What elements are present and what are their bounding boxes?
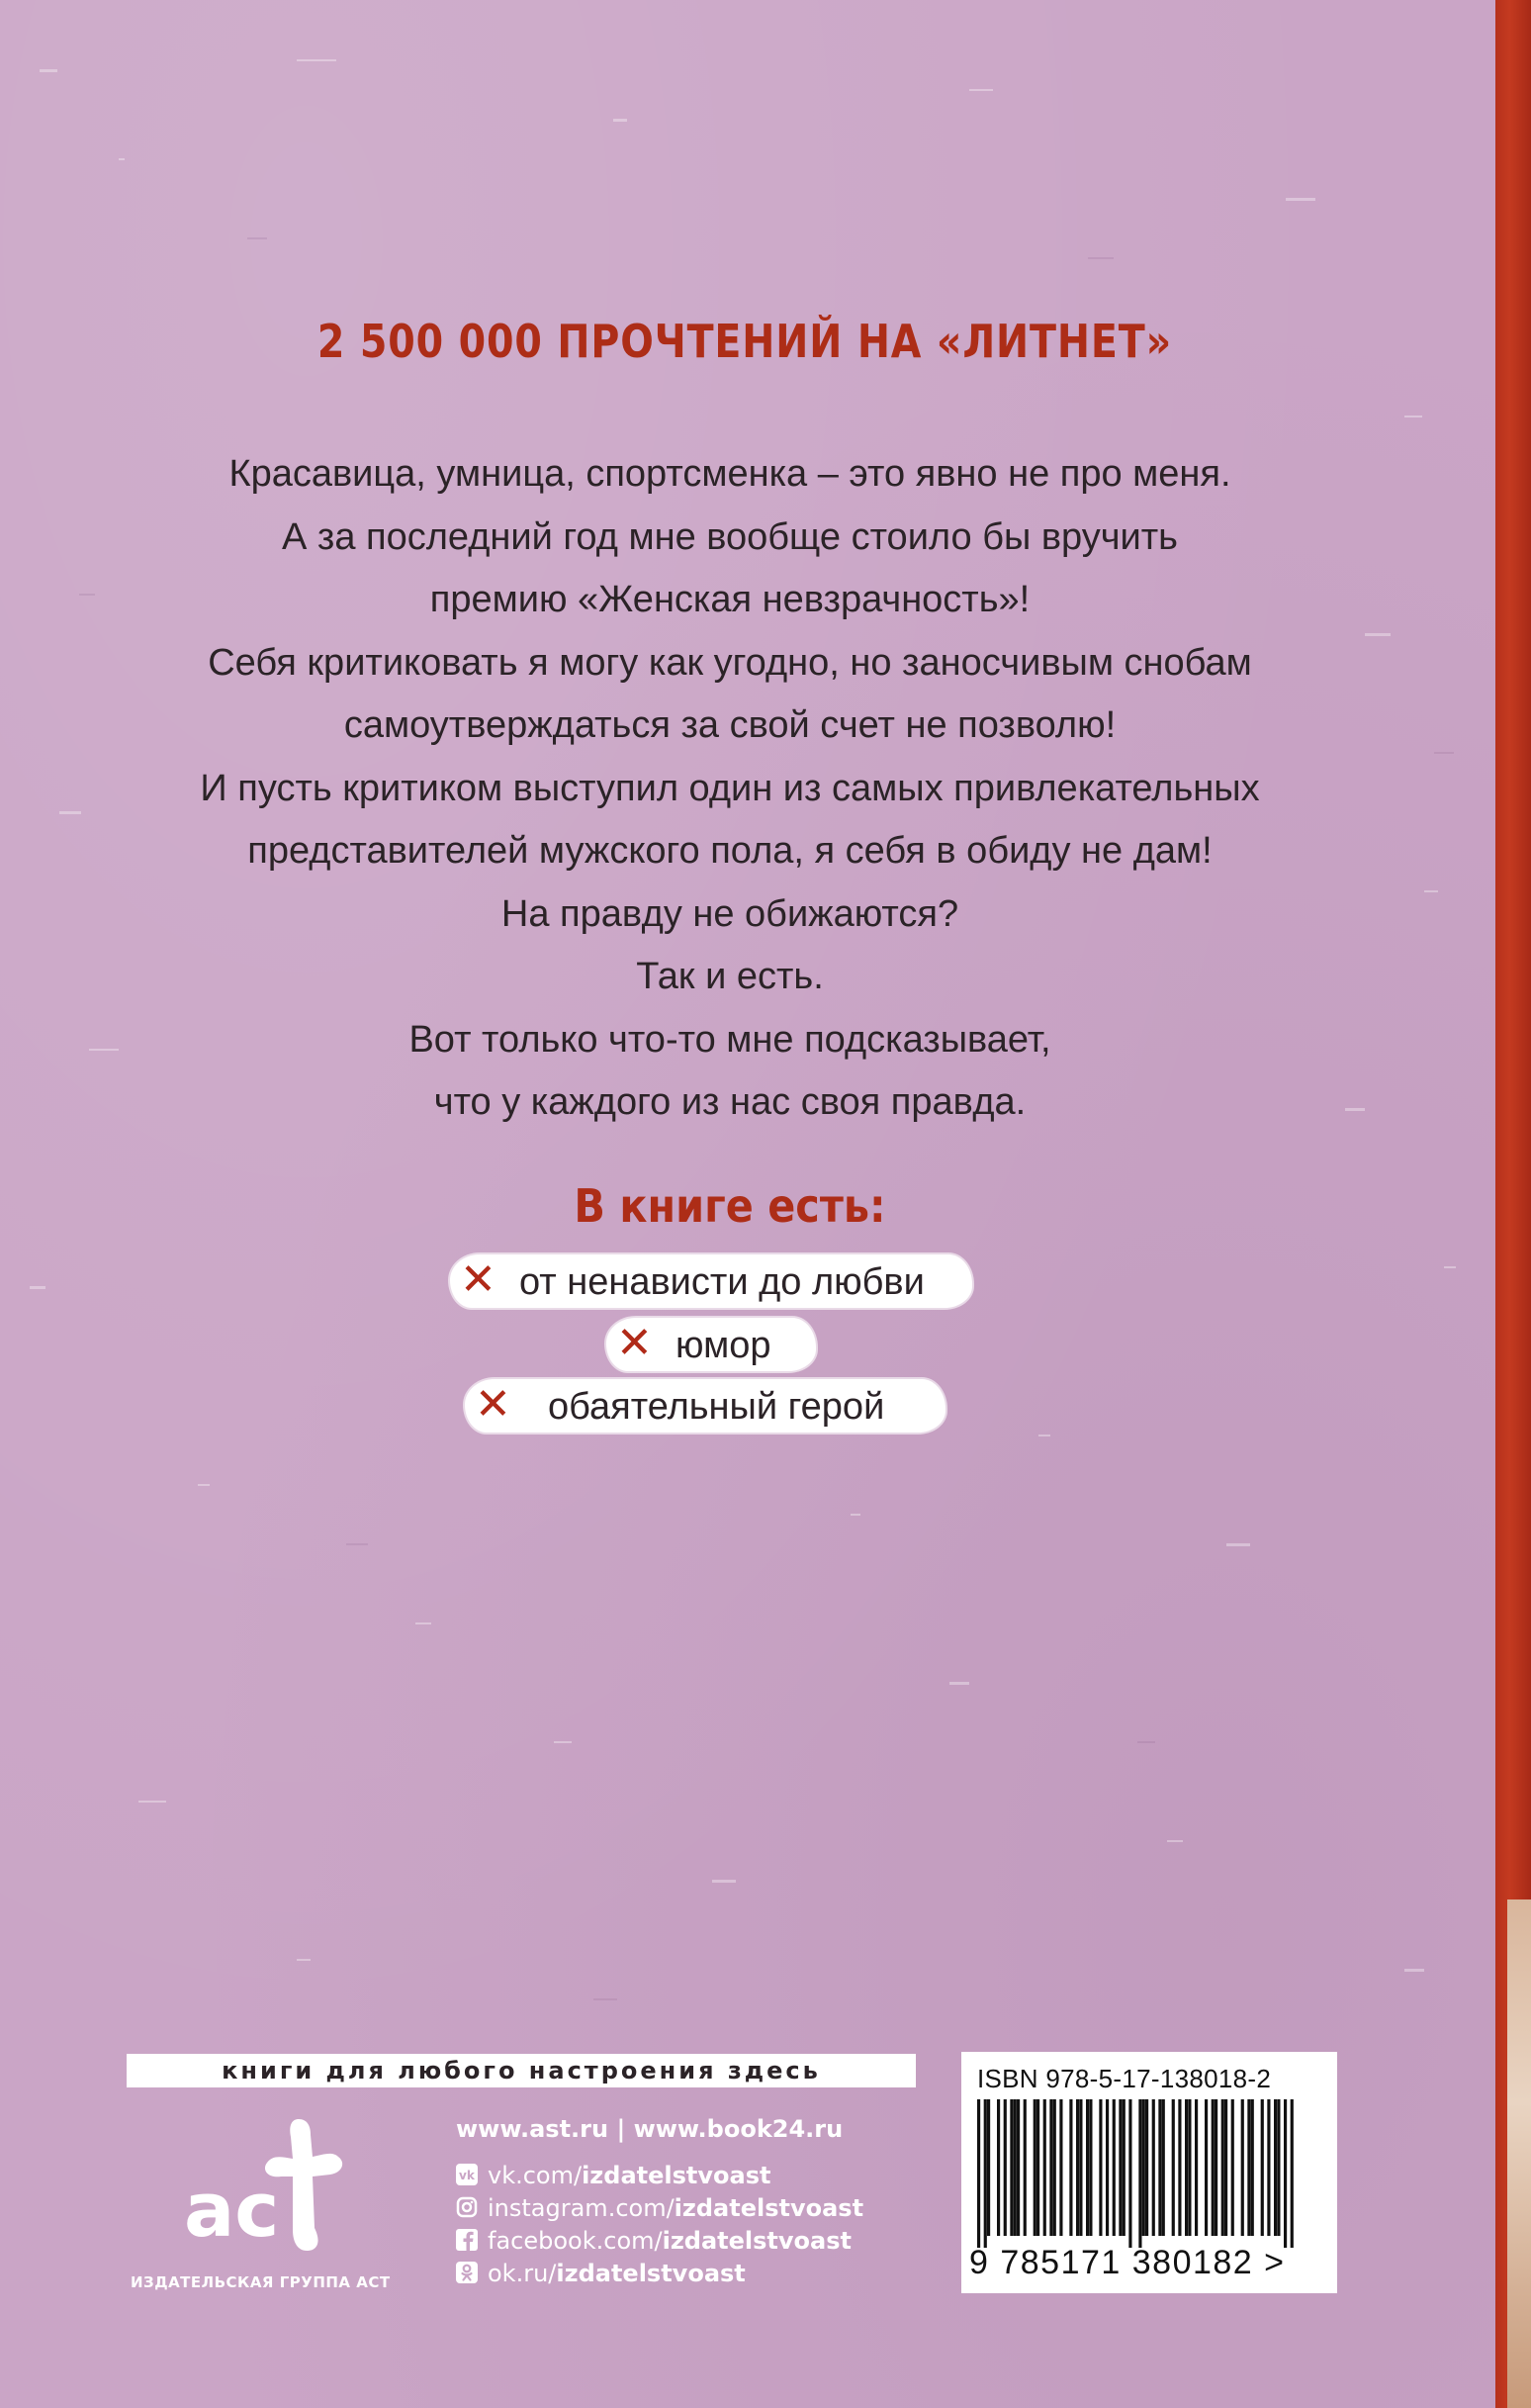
barcode-bar: [1079, 2099, 1082, 2236]
cross-mark-icon: ✕: [616, 1318, 653, 1368]
feature-label: обаятельный герой: [548, 1386, 885, 1428]
barcode-bar: [997, 2099, 1000, 2236]
barcode-bar: [1024, 2099, 1027, 2236]
ast-logo-icon: [182, 2111, 360, 2260]
barcode-bar: [1010, 2099, 1013, 2236]
social-prefix: facebook.com/: [488, 2227, 663, 2255]
barcode-bar: [1277, 2099, 1280, 2236]
barcode-bar: [1059, 2099, 1062, 2236]
barcode-bar: [1212, 2099, 1215, 2236]
barcode-bar: [987, 2099, 990, 2236]
features-title: В книге есть:: [574, 1179, 886, 1233]
barcode-bar: [1188, 2099, 1191, 2236]
social-handle: izdatelstvoast: [582, 2162, 771, 2189]
barcode-bar: [1274, 2099, 1277, 2236]
barcode-bar: [1205, 2099, 1208, 2236]
barcode-bar: [1224, 2099, 1227, 2236]
barcode-digits: 9 785171 380182 >: [969, 2244, 1286, 2281]
barcode-bar: [1158, 2099, 1161, 2236]
annotation-text: [0, 443, 1460, 1135]
social-prefix: ok.ru/: [488, 2260, 557, 2287]
barcode-bar: [1138, 2099, 1141, 2248]
feature-label: от ненависти до любви: [519, 1261, 925, 1303]
barcode-bar: [984, 2099, 987, 2248]
barcode-bar: [1086, 2099, 1089, 2236]
barcode-bar: [1123, 2099, 1126, 2236]
headline-reads-count: 2 500 000 ПРОЧТЕНИЙ НА «ЛИТНЕТ»: [316, 315, 1172, 368]
instagram-icon: [456, 2196, 478, 2218]
barcode-bar: [1241, 2099, 1244, 2236]
social-handle: izdatelstvoast: [674, 2194, 864, 2222]
svg-text:vk: vk: [459, 2169, 475, 2182]
barcode-bar: [1069, 2099, 1072, 2236]
barcode-bar: [1251, 2099, 1254, 2236]
barcode-bar: [1034, 2099, 1036, 2236]
barcode-bar: [1106, 2099, 1109, 2236]
publisher-caption: ИЗДАТЕЛЬСКАЯ ГРУППА АСТ: [131, 2273, 391, 2291]
social-link-odnoklassniki[interactable]: [456, 2259, 746, 2288]
barcode-bar: [1231, 2099, 1234, 2236]
barcode-bar: [1172, 2099, 1175, 2236]
feature-item: [450, 1254, 972, 1308]
social-handle: izdatelstvoast: [556, 2260, 746, 2287]
barcode-bar: [1014, 2099, 1017, 2236]
barcode-bar: [1076, 2099, 1079, 2236]
barcode-bar: [1119, 2099, 1122, 2236]
cross-mark-icon: ✕: [475, 1379, 511, 1430]
barcode-bar: [1036, 2099, 1039, 2236]
annotation-line: Так и есть.: [636, 956, 824, 997]
barcode-bar: [1145, 2099, 1148, 2236]
isbn-block: [961, 2052, 1337, 2293]
barcode-bar: [1291, 2099, 1294, 2248]
feature-item: [606, 1318, 816, 1371]
barcode-bar: [1113, 2099, 1116, 2236]
barcode-bar: [1261, 2099, 1264, 2236]
slogan-bar: [127, 2054, 916, 2087]
barcode-bar: [1128, 2099, 1131, 2248]
publisher-slogan: книги для любого настроения здесь: [222, 2057, 821, 2084]
barcode-bar: [1049, 2099, 1052, 2236]
annotation-line: Красавица, умница, спортсменка – это явно не про меня.: [228, 453, 1231, 495]
barcode-bar: [1053, 2099, 1056, 2236]
barcode-bar: [1162, 2099, 1165, 2236]
annotation-line: На правду не обижаются?: [500, 892, 959, 935]
barcode-bar: [1247, 2099, 1250, 2236]
annotation-line: Себя критиковать я могу как угодно, но заносчивым снобам: [208, 641, 1252, 684]
vk-icon: [456, 2164, 478, 2185]
annotation-line: что у каждого из нас своя правда.: [433, 1081, 1027, 1123]
social-link-instagram[interactable]: [456, 2193, 863, 2223]
barcode-bar: [1185, 2099, 1188, 2236]
facebook-icon: [456, 2229, 478, 2251]
barcode-bar: [1142, 2099, 1145, 2236]
barcode-bar: [1152, 2099, 1155, 2236]
barcode-bar: [1004, 2099, 1007, 2236]
social-link-facebook[interactable]: [456, 2226, 852, 2256]
barcode-bar: [1043, 2099, 1046, 2236]
annotation-line: И пусть критиком выступил один из самых привлекательных: [200, 767, 1260, 809]
odnoklassniki-icon: [456, 2262, 478, 2283]
annotation-line: премию «Женская невзрачность»!: [429, 579, 1031, 620]
social-prefix: vk.com/: [488, 2162, 583, 2189]
isbn-label: ISBN 978-5-17-138018-2: [977, 2064, 1272, 2093]
barcode-bar: [977, 2099, 980, 2248]
barcode-bar: [1089, 2099, 1092, 2236]
social-prefix: instagram.com/: [488, 2194, 675, 2222]
annotation-line: Вот только что-то мне подсказывает,: [408, 1018, 1051, 1061]
barcode-bar: [1195, 2099, 1198, 2236]
cross-mark-icon: ✕: [460, 1254, 496, 1305]
barcode-bar: [1017, 2099, 1020, 2236]
social-handle: izdatelstvoast: [662, 2227, 852, 2255]
barcode-bar: [1267, 2099, 1270, 2236]
spine-photo-strip: [1507, 1899, 1531, 2408]
barcode-bar: [1099, 2099, 1102, 2236]
barcode-bar: [1221, 2099, 1224, 2236]
barcode-bar: [1178, 2099, 1181, 2236]
barcode-bar: [1215, 2099, 1217, 2236]
annotation-line: самоутверждаться за свой счет не позволю!: [343, 704, 1117, 746]
publisher-websites[interactable]: www.ast.ru | www.book24.ru: [456, 2115, 844, 2143]
barcode-bar: [1284, 2099, 1287, 2248]
annotation-line: А за последний год мне вообще стоило бы вручить: [282, 515, 1178, 558]
barcode-icon: [977, 2099, 1294, 2248]
annotation-line: представителей мужского пола, я себя в обиду не дам!: [247, 830, 1213, 872]
feature-item: [465, 1379, 946, 1433]
social-link-vk[interactable]: [456, 2161, 770, 2190]
feature-label: юмор: [675, 1325, 771, 1366]
ast-logo-text: ac: [184, 2166, 280, 2254]
